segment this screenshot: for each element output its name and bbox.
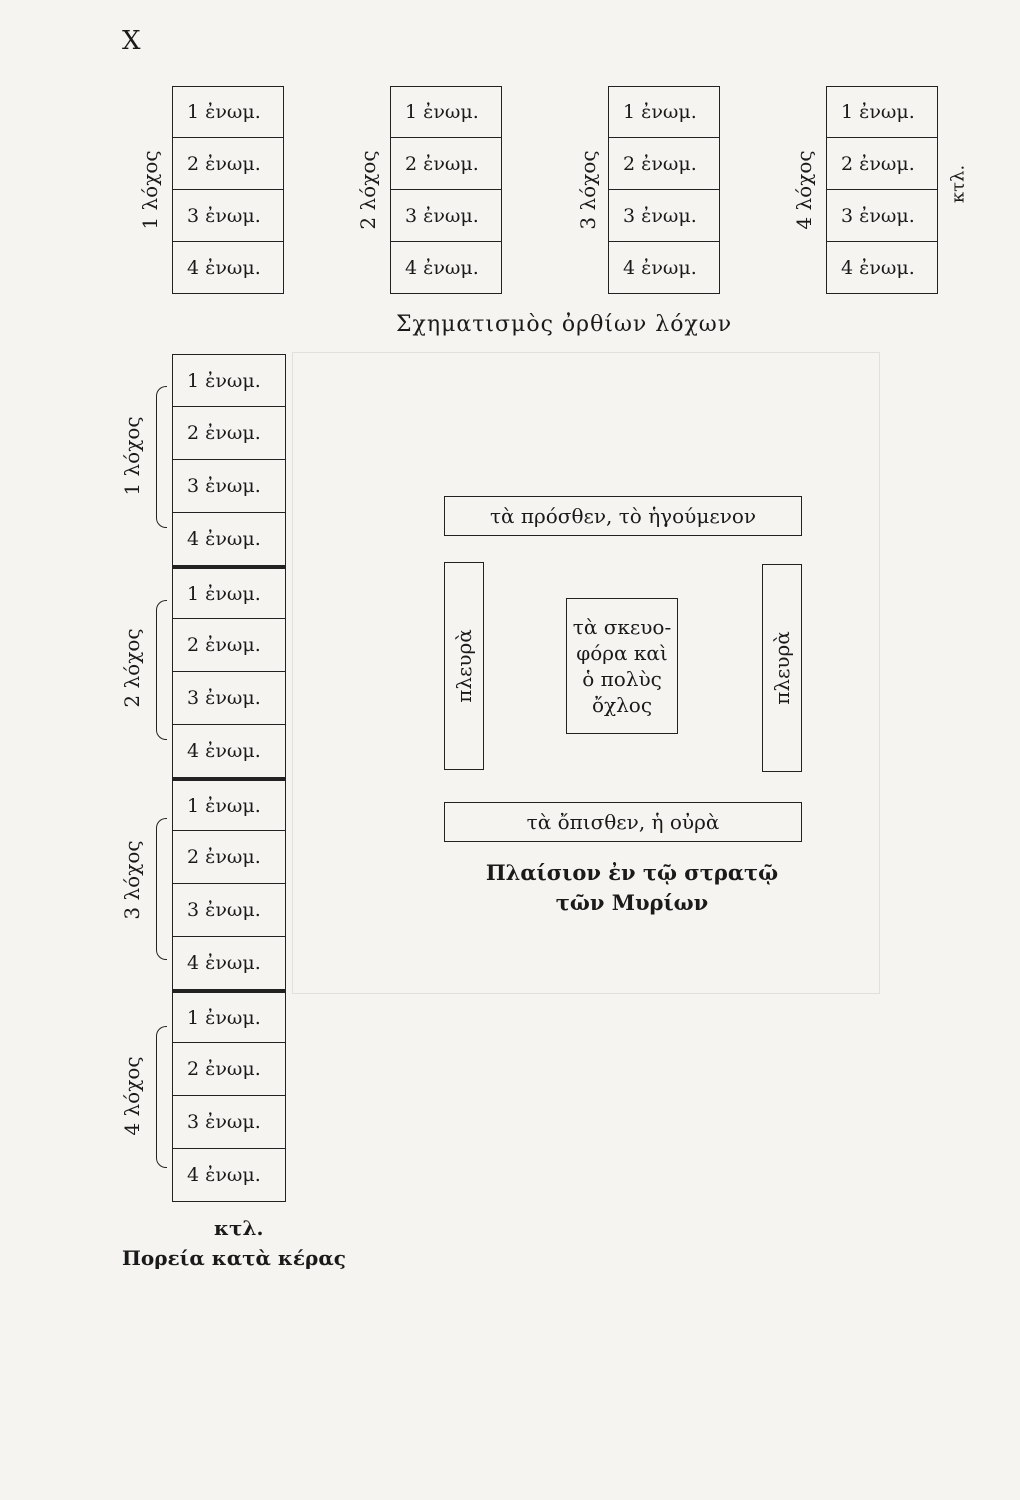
enomotia-cell: 2 ἐνωμ.: [172, 831, 286, 884]
enomotia-cell: 1 ἐνωμ.: [172, 566, 286, 619]
enomotia-cell: 2 ἐνωμ.: [826, 138, 938, 190]
enomotia-cell: 4 ἐνωμ.: [172, 725, 286, 778]
march-lochos-label-3: 3 λόχος: [120, 840, 144, 920]
lochos-brace-3: [156, 818, 167, 960]
enomotia-cell: 3 ἐνωμ.: [826, 190, 938, 242]
enomotia-cell: 2 ἐνωμ.: [172, 619, 286, 672]
enomotia-cell: 4 ἐνωμ.: [172, 513, 286, 566]
page-number: X: [122, 26, 141, 56]
march-column: [172, 354, 286, 1202]
lochos-label-1: 1 λόχος: [138, 150, 162, 230]
enomotia-cell: 3 ἐνωμ.: [172, 190, 284, 242]
enomotia-cell: 2 ἐνωμ.: [608, 138, 720, 190]
march-lochos-label-2: 2 λόχος: [120, 628, 144, 708]
enomotia-cell: 2 ἐνωμ.: [172, 138, 284, 190]
lochos-brace-1: [156, 386, 167, 528]
enomotia-cell: 1 ἐνωμ.: [172, 778, 286, 831]
hollow-square-caption-line-1: Πλαίσιον ἐν τῷ στρατῷ: [485, 860, 779, 885]
march-etc-label: κτλ.: [214, 1216, 264, 1240]
enomotia-cell: 1 ἐνωμ.: [390, 86, 502, 138]
enomotia-cell: 1 ἐνωμ.: [608, 86, 720, 138]
left-flank-box: [444, 562, 484, 770]
lochos-column-4: [826, 86, 938, 294]
enomotia-cell: 3 ἐνωμ.: [390, 190, 502, 242]
lochos-brace-2: [156, 600, 167, 740]
center-line: ὄχλος: [591, 693, 653, 717]
background-caption-ghost: [340, 1030, 860, 1060]
center-line: φόρα καὶ: [576, 641, 668, 665]
enomotia-cell: 4 ἐνωμ.: [608, 242, 720, 294]
left-flank-label: πλευρὰ: [452, 629, 477, 703]
right-flank-box: [762, 564, 802, 772]
formation-etc-label: κτλ.: [947, 164, 969, 204]
enomotia-cell: 3 ἐνωμ.: [608, 190, 720, 242]
enomotia-cell: 2 ἐνωμ.: [172, 1043, 286, 1096]
enomotia-cell: 3 ἐνωμ.: [172, 1096, 286, 1149]
front-label: τὰ πρόσθεν, τὸ ἡγούμενον: [489, 504, 757, 528]
front-box: [444, 496, 802, 536]
center-box: [566, 598, 678, 734]
center-line: τὰ σκευο-: [572, 615, 672, 639]
lochos-label-2: 2 λόχος: [356, 150, 380, 230]
lochos-column-3: [608, 86, 720, 294]
enomotia-cell: 2 ἐνωμ.: [172, 407, 286, 460]
rear-label: τὰ ὄπισθεν, ἡ οὐρὰ: [526, 810, 720, 834]
formation-caption: Σχηματισμὸς ὀρθίων λόχων: [396, 312, 733, 337]
march-lochos-label-1: 1 λόχος: [120, 416, 144, 496]
enomotia-cell: 1 ἐνωμ.: [172, 86, 284, 138]
lochos-label-4: 4 λόχος: [792, 150, 816, 230]
enomotia-cell: 4 ἐνωμ.: [172, 1149, 286, 1202]
enomotia-cell: 3 ἐνωμ.: [172, 884, 286, 937]
rear-box: [444, 802, 802, 842]
enomotia-cell: 3 ἐνωμ.: [172, 672, 286, 725]
center-line: ὁ πολὺς: [582, 667, 662, 691]
lochos-label-3: 3 λόχος: [576, 150, 600, 230]
march-lochos-label-4: 4 λόχος: [120, 1056, 144, 1136]
march-caption: Πορεία κατὰ κέρας: [122, 1246, 346, 1270]
right-flank-label: πλευρὰ: [770, 631, 795, 705]
enomotia-cell: 2 ἐνωμ.: [390, 138, 502, 190]
enomotia-cell: 1 ἐνωμ.: [172, 354, 286, 407]
lochos-column-1: [172, 86, 284, 294]
enomotia-cell: 4 ἐνωμ.: [172, 242, 284, 294]
enomotia-cell: 4 ἐνωμ.: [826, 242, 938, 294]
lochos-brace-4: [156, 1026, 167, 1168]
hollow-square-caption: [482, 858, 782, 918]
enomotia-cell: 4 ἐνωμ.: [390, 242, 502, 294]
enomotia-cell: 1 ἐνωμ.: [172, 990, 286, 1043]
lochos-column-2: [390, 86, 502, 294]
enomotia-cell: 4 ἐνωμ.: [172, 937, 286, 990]
enomotia-cell: 3 ἐνωμ.: [172, 460, 286, 513]
enomotia-cell: 1 ἐνωμ.: [826, 86, 938, 138]
hollow-square-caption-line-2: τῶν Μυρίων: [555, 890, 709, 915]
